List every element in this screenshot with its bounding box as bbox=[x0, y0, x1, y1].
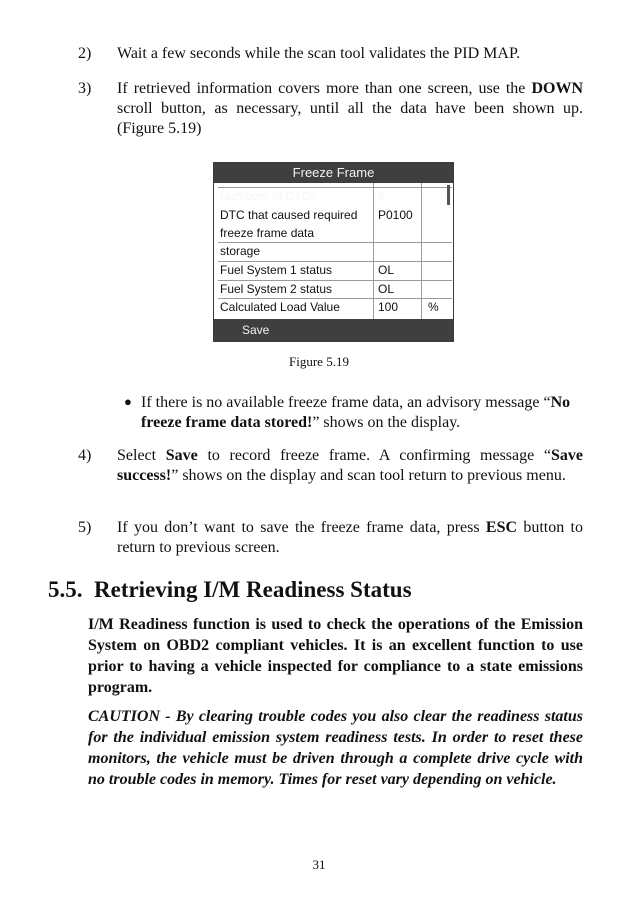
step-text: If retrieved information covers more than one screen, use the DOWN scroll button, as necessary, until all the data have been shown up. (Figure 5.19) bbox=[117, 80, 583, 137]
step-number: 2) bbox=[78, 45, 92, 62]
figure-caption: Figure 5.19 bbox=[289, 354, 349, 369]
screen-row[interactable]: Numbers of DTCs 5 bbox=[218, 187, 452, 188]
step-number: 4) bbox=[78, 447, 92, 464]
bullet-text: If there is no available freeze frame data, an advisory message “No freeze frame data stored!” shows on the display. bbox=[141, 394, 571, 431]
screen-row: storage bbox=[218, 242, 452, 243]
step-text: Select Save to record freeze frame. A confirming message “Save success!” shows on the display and scan tool return to previous menu. bbox=[117, 447, 583, 484]
column-divider bbox=[373, 183, 374, 321]
step-number: 3) bbox=[78, 80, 92, 97]
screen-title: Freeze Frame bbox=[214, 163, 453, 183]
column-divider bbox=[421, 183, 422, 321]
step-text: Wait a few seconds while the scan tool validates the PID MAP. bbox=[117, 45, 521, 62]
save-button[interactable]: Save bbox=[242, 323, 270, 337]
step-number: 5) bbox=[78, 519, 92, 536]
intro-paragraph: I/M Readiness function is used to check the operations of the Emission System on OBD2 compliant vehicles. It is an excellent function to use prior to having a vehicle inspected for compliance to a state emissions program. bbox=[88, 616, 583, 696]
section-heading: 5.5. Retrieving I/M Readiness Status bbox=[48, 577, 412, 602]
bullet-icon: ● bbox=[124, 394, 132, 409]
caution-paragraph: CAUTION - By clearing trouble codes you also clear the readiness status for the individual emission system readiness tests. In order to reset these monitors, the vehicle must be driven through a complete drive cycle with no trouble codes in memory. Times for reset vary depending on vehicle. bbox=[88, 708, 583, 788]
screen-row[interactable]: Fuel System 1 status OL bbox=[218, 261, 452, 262]
scrollbar[interactable] bbox=[447, 185, 450, 205]
step-text: If you don’t want to save the freeze frame data, press ESC button to return to previous screen. bbox=[117, 519, 583, 556]
freeze-frame-screen: Freeze Frame Numbers of DTCs 5 DTC that caused required P0100 freeze frame data storage Fuel System 1 status OL Fuel System 2 status OL Calculated Load Value 100 % Save bbox=[213, 162, 454, 342]
screen-footer bbox=[214, 319, 453, 341]
page-number: 31 bbox=[312, 857, 326, 872]
screen-row[interactable]: Fuel System 2 status OL bbox=[218, 280, 452, 281]
screen-row[interactable]: Calculated Load Value 100 % bbox=[218, 298, 452, 299]
